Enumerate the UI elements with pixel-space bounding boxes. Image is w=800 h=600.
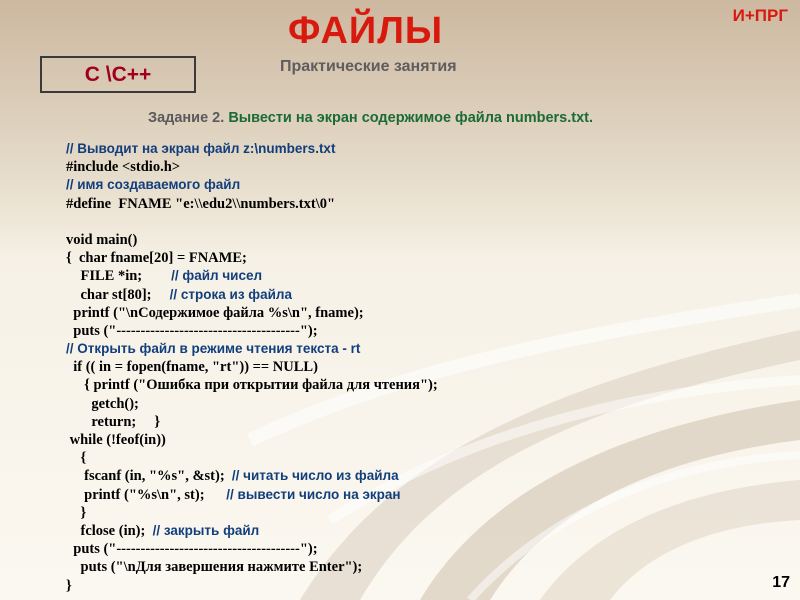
code-text: #include <stdio.h> (66, 159, 181, 176)
subtitle: Практические занятия (280, 58, 457, 75)
code-text: puts ("\nДля завершения нажмите Enter"); (66, 559, 363, 576)
code-line (66, 340, 438, 358)
code-comment: // вывести число на экран (226, 486, 401, 502)
code-line (66, 577, 438, 595)
code-line (66, 195, 438, 213)
code-line (66, 213, 438, 231)
code-text: puts ("--------------------------------------"); (66, 322, 318, 339)
code-text: } (66, 577, 72, 594)
code-comment: // строка из файла (169, 286, 292, 302)
page-number: 17 (772, 574, 790, 591)
code-line (66, 140, 438, 158)
course-label: И+ПРГ (732, 6, 788, 25)
code-text: char st[80]; (66, 286, 170, 303)
code-comment: // закрыть файл (152, 522, 260, 538)
code-line (66, 304, 438, 322)
code-line (66, 267, 438, 285)
code-line (66, 286, 438, 304)
code-text: if (( in = fopen(fname, "rt")) == NULL) (66, 359, 318, 376)
code-comment: // файл чисел (171, 268, 263, 284)
code-text: } (66, 504, 87, 521)
code-text: puts ("--------------------------------------"); (66, 541, 318, 558)
code-line (66, 522, 438, 540)
code-text: printf ("%s\n", st); (66, 486, 227, 503)
code-line (66, 467, 438, 485)
code-text: fclose (in); (66, 522, 153, 539)
code-text: FILE *in; (66, 268, 172, 285)
page-title: ФАЙЛЫ (288, 10, 444, 52)
code-text: void main() (66, 231, 138, 248)
code-line (66, 540, 438, 558)
code-text: #define FNAME "e:\\edu2\\numbers.txt\0" (66, 195, 336, 212)
code-line (66, 395, 438, 413)
code-comment: // Выводит на экран файл z:\numbers.txt (66, 141, 336, 156)
code-text: { printf ("Ошибка при открытии файла для чтения"); (66, 377, 438, 394)
code-line (66, 358, 438, 376)
code-text: getch(); (66, 395, 139, 412)
code-line (66, 176, 438, 194)
task-heading (148, 110, 593, 126)
code-line (66, 231, 438, 249)
code-text: { char fname[20] = FNAME; (66, 250, 247, 267)
code-line (66, 413, 438, 431)
code-line (66, 504, 438, 522)
language-box: C \C++ (40, 56, 196, 93)
code-line (66, 431, 438, 449)
task-text: Вывести на экран содержимое файла numbers.txt. (228, 110, 594, 126)
code-line (66, 558, 438, 576)
code-line (66, 449, 438, 467)
code-comment: // читать число из файла (231, 468, 399, 484)
code-line (66, 376, 438, 394)
code-text: { (66, 450, 87, 467)
code-line (66, 486, 438, 504)
code-line (66, 249, 438, 267)
code-text: printf ("\nСодержимое файла %s\n", fname); (66, 304, 364, 321)
code-text: fscanf (in, "%s", &st); (66, 468, 232, 485)
code-comment: // имя создаваемого файл (66, 177, 241, 193)
code-text: return; } (66, 413, 161, 430)
code-listing (66, 140, 438, 595)
code-line (66, 322, 438, 340)
code-line (66, 158, 438, 176)
code-comment: // Открыть файл в режиме чтения текста - rt (66, 341, 361, 357)
task-label: Задание 2. (148, 110, 225, 126)
code-text: while (!feof(in)) (66, 432, 166, 448)
